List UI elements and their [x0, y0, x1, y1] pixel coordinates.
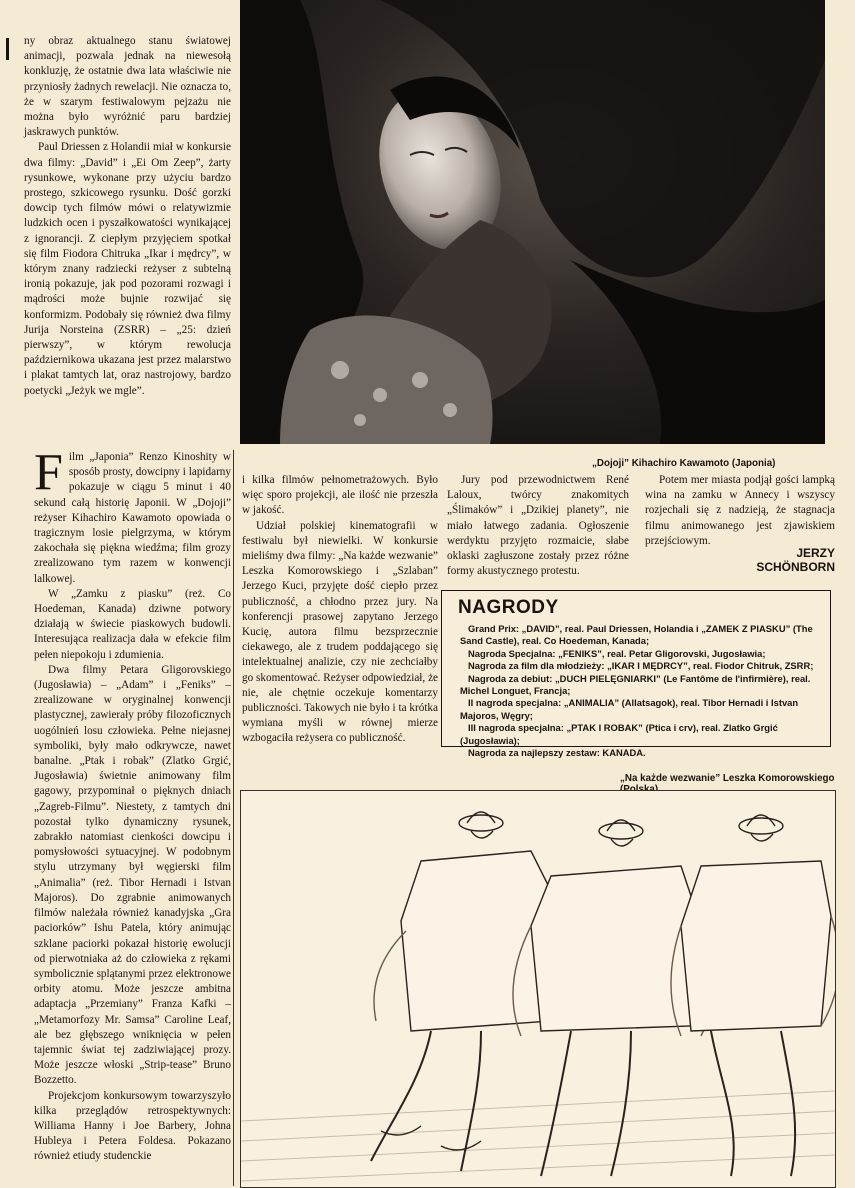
- article-column-2: [242, 473, 438, 747]
- award-item: Nagroda za najlepszy zestaw: KANADA.: [468, 747, 646, 759]
- column-rule: [233, 450, 234, 1186]
- paragraph: Jury pod przewodnictwem René Laloux, twórcy znakomitych „Ślimaków” i „Dzikiej planety”, nie miało łatwego zadania. Ogłoszenie werdyktu przyjęto rozmaicie, słabe oklaski zagłuszone zostały przez różne formy akustycznego protestu.: [447, 474, 629, 578]
- paragraph: Udział polskiej kinematografii w festiwalu był niewielki. W konkursie mieliśmy dwa filmy: „Na każde wezwanie” Leszka Komorowskiego i „Szlaban” Jerzego Kuci, przyjęte dość ciepło przez publiczność, a chłodno przez jury. Na konferencji prasowej zapytano Jerzego Kucię, autora filmu bezsprzecznie ciekawego, ale z trudem poddającego się intelektualnej analizie, czy nie zechciałby go skomentować. Reżyser odpowiedział, że nie, ale chętnie oczekuje komentarzy publiczności. Takowych nie było i ta krótka wymiana myśli w równej mierze wzbogaciła reżysera co publiczność.: [242, 519, 438, 745]
- na-kazde-wezwanie-drawing: [240, 790, 836, 1188]
- paragraph-text: ilm „Japonia” Renzo Kinoshity w sposób prosty, dowcipny i lapidarny pokazuje w ciągu 5 minut i 40 sekund całą historię Japonii. W „Dojoji” reżyser Kihachiro Kawamoto opowiada o tragicznym losie pielgrzyma, w którym zakochała się piękna wiedźma; film grozy zrealizowano tym razem w konwencji lalkowej.: [34, 451, 231, 585]
- paragraph: [34, 444, 231, 587]
- paragraph: W „Zamku z piasku” (reż. Co Hoedeman, Kanada) dziwne potwory działają w świecie piaskowych budowli. Interesująca realizacja dała w efekcie film pełen niepokoju i zdumienia.: [34, 587, 231, 661]
- author-first-name: JERZY: [796, 546, 835, 560]
- article-column-4: [645, 473, 835, 549]
- award-item: Grand Prix: „DAVID”, real. Paul Driessen, Holandia i „ZAMEK Z PIASKU” (The Sand Castle), real. Co Hoedeman, Kanada;: [460, 623, 813, 647]
- three-figures-illustration: [241, 791, 835, 1187]
- award-item: Nagroda za debiut: „DUCH PIELĘGNIARKI” (Le Fantôme de l'infirmière), real. Michel Longuet, Francja;: [460, 672, 811, 697]
- article-column-1: [24, 34, 231, 399]
- award-item: II nagroda specjalna: „ANIMALIA” (Allatsagok), real. Tibor Hernadi i Istvan Majoros, Węgry;: [460, 697, 799, 721]
- drop-cap: F: [34, 444, 63, 501]
- paragraph: ny obraz aktualnego stanu światowej animacji, pozwala jednak na niewesołą konkluzję, że ostatnie dwa lata właściwie nie przyniosły żadnych rewelacji. Nie oznacza to, że w szarym festiwalowym pejzażu nie można było wyróżnić paru bardziej jaskrawych punktów.: [24, 35, 231, 139]
- dojoji-still-photo: [240, 0, 825, 444]
- award-item: Nagroda za film dla młodzieży: „IKAR I MĘDRCY”, real. Fiodor Chitruk, ZSRR;: [468, 660, 814, 672]
- award-item: Nagroda Specjalna: „FENIKS”, real. Petar Gligorovski, Jugosławia;: [468, 647, 766, 659]
- author-last-name: SCHÖNBORN: [756, 560, 835, 574]
- awards-title: NAGRODY: [458, 597, 559, 618]
- article-column-1-continued: [34, 444, 231, 1165]
- award-item: III nagroda specjalna: „PTAK I ROBAK” (Ptica i crv), real. Zlatko Grgić (Jugosławia);: [460, 722, 778, 746]
- paragraph: Projekcjom konkursowym towarzyszyło kilka przeglądów retrospektywnych: Williama Hanny i Joe Barbery, Johna Hubleya i Petera Foldesa. Pokazano również etiudy studenckie: [34, 1089, 231, 1163]
- paragraph: Paul Driessen z Holandii miał w konkursie dwa filmy: „David” i „Ei Om Zeep”, żarty rysunkowe, wykonane przy użyciu bardzo prostego, szkicowego rysunku. Dość gorzki dowcip tych filmów mówi o relatywizmie ludzkich ocen i pyszałkowatości wynikającej z ignorancji. Z ciepłym przyjęciem spotkał się film Fiodora Chitruka „Ikar i mędrcy”, w którym znany radziecki reżyser z subtelną ironią pokazuje, jak pod pozorami rozwagi i mądrości może bujnie rozwijać się konformizm. Podobały się również dwa filmy Jurija Norsteina (ZSRR) – „25: dzień pierwszy”, w którym rewolucja październikowa ukazana jest przez malarstwo i plakat tamtych lat, oraz nastrojowy, bardzo poetycki „Jeżyk we mgle”.: [24, 141, 231, 397]
- author-byline: [700, 546, 835, 574]
- photo-caption: „Dojoji” Kihachiro Kawamoto (Japonia): [592, 458, 776, 469]
- drawing-caption: „Na każde wezwanie” Leszka Komorowskiego: [620, 773, 835, 784]
- paragraph: i kilka filmów pełnometrażowych. Było więc sporo projekcji, ale ilość nie przeszła w jakość.: [242, 474, 438, 517]
- article-column-3: [447, 473, 629, 579]
- figure-right: [671, 815, 835, 1176]
- paragraph: Dwa filmy Petara Gligorovskiego (Jugosławia) – „Adam” i „Feniks” – zrealizowane w oryginalnej konwencji plastycznej, zawierały próby filozoficznych uogólnień losu człowieka. Pełne niejasnej symboliki, były mało odkrywcze, nawet banalne. „Ptak i robak” (Zlatko Grgić, Jugosławia) świetnie animowany film gagowy, przypominał o pięknych dniach „Zagreb-Filmu”. Niestety, z tamtych dni pozostał tylko dynamiczny rysunek, zabrakło natomiast cienkości dowcipu i pomysłowości sytuacyjnej. W podobnym stylu utrzymany był węgierski film „Animalia” (reż. Tibor Hernadi i Istvan Majoros). Do zgrabnie animowanych filmów należała również kanadyjska „Gra paciorków” Ishu Patela, który animując szklane paciorki pokazał historię ewolucji od pierwotniaka aż do człowieka z rękami symbolicznie splątanymi przez elektronowe orbity atomu. Może jeszcze ambitna adaptacja „Przemiany” Franza Kafki – „Metamorfozy Mr. Samsa” Caroline Leaf, ale bez głębszego wniknięcia w pełen tajemnic świat tej zadziwiającej prozy. Może jeszcze włoski „Strip-tease” Bruno Bozzetto.: [34, 663, 231, 1087]
- paragraph: Potem mer miasta podjął gości lampką wina na zamku w Annecy i wszyscy rozjechali się z nadzieją, że stagnacja filmu animowanego jest zjawiskiem przejściowym.: [645, 474, 835, 547]
- doll-photo-image: [240, 0, 825, 444]
- awards-box: [441, 590, 831, 759]
- page-edge-marker: [6, 38, 9, 60]
